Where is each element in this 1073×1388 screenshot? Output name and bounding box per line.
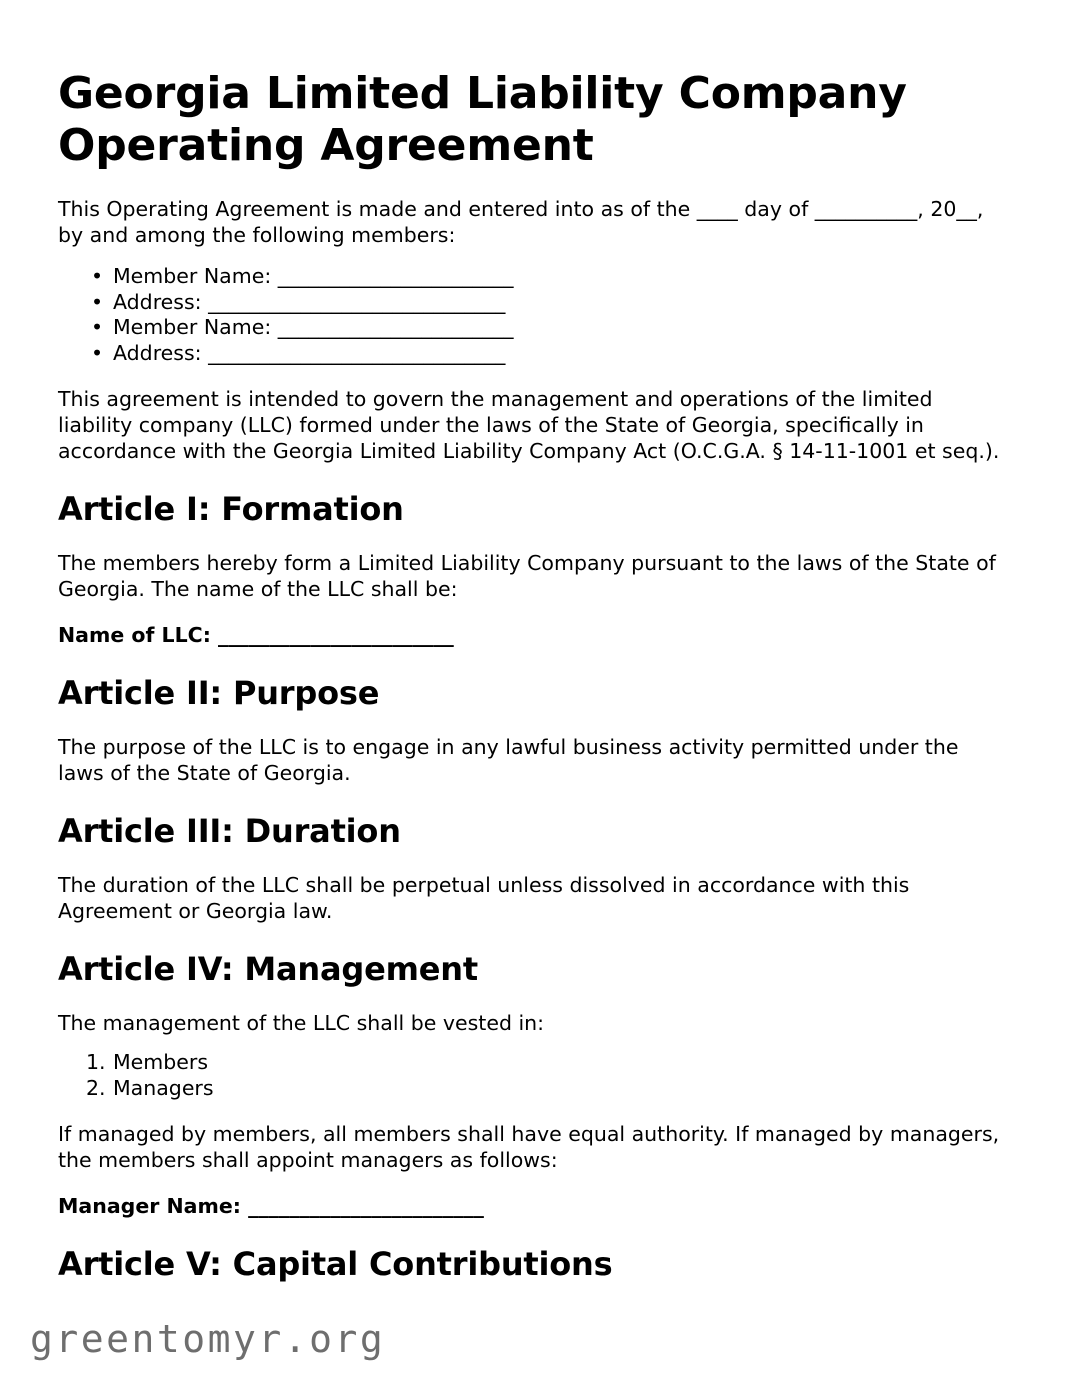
article-1-heading: Article I: Formation (58, 490, 404, 528)
manager-name-field: Manager Name: _______________________ (58, 1194, 484, 1218)
governing-law-paragraph: This agreement is intended to govern the management and operations of the limited liability company (LLC) formed under the laws of the State of Georgia, specifically in accordance with the Georgia Limited Liability Company Act (O.C.G.A. § 14-11-1001 et seq.). (58, 387, 1000, 463)
article-4-heading: Article IV: Management (58, 950, 478, 988)
article-4-body-2: If managed by members, all members shall have equal authority. If managed by managers, the members shall appoint managers as follows: (58, 1122, 1000, 1172)
article-2-heading: Article II: Purpose (58, 674, 380, 712)
document-content (58, 0, 1010, 1283)
article-3-heading: Article III: Duration (58, 812, 401, 850)
list-item: • Member Name: _______________________ (58, 264, 1010, 290)
list-item: • Address: _____________________________ (58, 341, 1010, 367)
member-fields-list (58, 264, 1010, 366)
list-item: Members (113, 1050, 209, 1074)
list-item: • Address: _____________________________ (58, 290, 1010, 316)
page-title: Georgia Limited Liability Company Operating Agreement (58, 68, 907, 171)
list-item: Managers (113, 1075, 214, 1100)
article-1-body: The members hereby form a Limited Liability Company pursuant to the laws of the State of Georgia. The name of the LLC shall be: (58, 551, 996, 601)
site-watermark: greentomyr.org (30, 1317, 386, 1361)
list-item: • Member Name: _______________________ (58, 315, 1010, 341)
intro-paragraph: This Operating Agreement is made and entered into as of the ____ day of __________, 20__, by and among the following members: (58, 197, 984, 247)
article-4-body: The management of the LLC shall be vested in: (58, 1011, 545, 1035)
name-of-llc-field: Name of LLC: _______________________ (58, 623, 454, 647)
management-options-list (58, 1050, 1010, 1101)
article-5-heading: Article V: Capital Contributions (58, 1245, 613, 1283)
article-2-body: The purpose of the LLC is to engage in any lawful business activity permitted under the laws of the State of Georgia. (58, 735, 959, 785)
article-3-body: The duration of the LLC shall be perpetual unless dissolved in accordance with this Agreement or Georgia law. (58, 873, 910, 923)
